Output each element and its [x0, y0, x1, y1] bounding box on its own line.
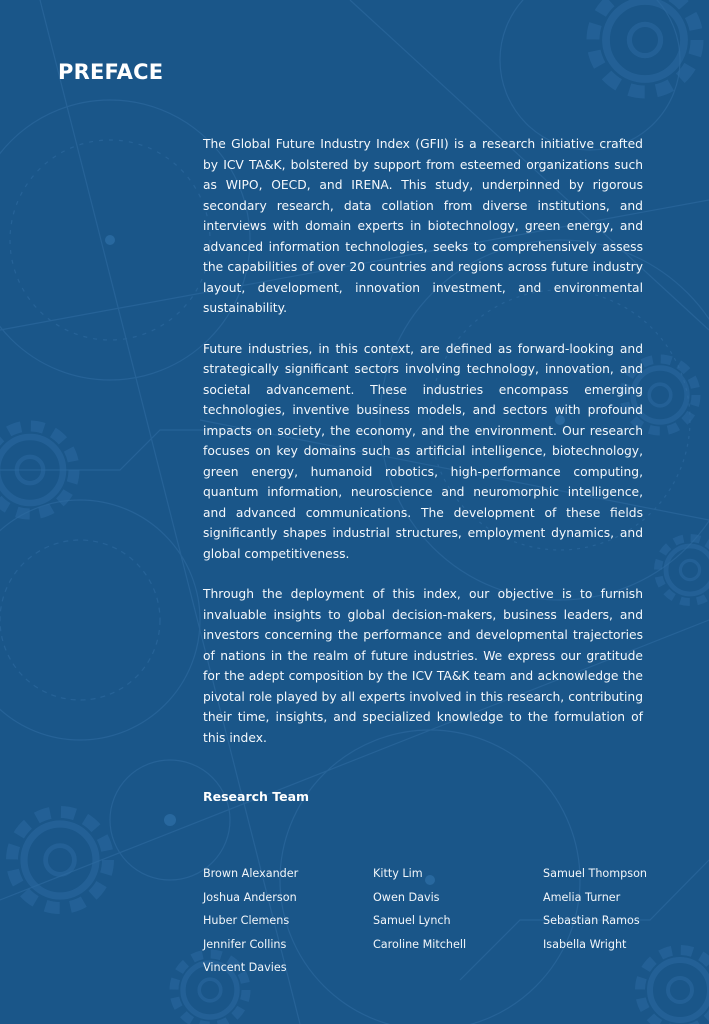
team-member-name: Caroline Mitchell — [373, 937, 467, 951]
team-member-name: Samuel Lynch — [373, 914, 451, 928]
team-member-name: Sebastian Ramos — [543, 914, 640, 928]
team-member-name: Owen Davis — [373, 890, 440, 904]
team-member-name: Jennifer Collins — [203, 937, 287, 951]
team-member-name: Kitty Lim — [373, 867, 423, 880]
team-member-name: Samuel Thompson — [543, 867, 648, 880]
team-member-name: Joshua Anderson — [203, 890, 297, 904]
team-member-name: Amelia Turner — [543, 890, 621, 904]
research-team-column — [373, 862, 466, 956]
team-member-name: Huber Clemens — [203, 914, 290, 928]
team-member-name: Vincent Davies — [203, 961, 287, 975]
preface-paragraph: The Global Future Industry Index (GFII) is a research initiative crafted by ICV TA&K, bolstered by support from esteemed organizations such as WIPO, OECD, and IRENA. This study, underpinned by rigorous secondary research, data collation from diverse institutions, and interviews with domain experts in biotechnology, green energy, and advanced information technologies, seeks to comprehensively assess the capabilities of over 20 countries and regions across future industry layout, development, innovation investment, and environmental sustainability. — [203, 137, 643, 315]
team-member-name: Isabella Wright — [543, 937, 627, 951]
research-team-heading: Research Team — [203, 789, 310, 804]
preface-paragraph: Future industries, in this context, are defined as forward-looking and strategically significant sectors involving technology, innovation, and societal advancement. These industries encompass emerging technologies, inventive business models, and sectors with profound impacts on society, the economy, and the environment. Our research focuses on key domains such as artificial intelligence, biotechnology, green energy, humanoid robotics, high-performance computing, quantum information, neuroscience and neuromorphic intelligence, and advanced communications. The development of these fields significantly shapes industrial structures, employment dynamics, and global competitiveness. — [203, 341, 643, 561]
research-team-column — [543, 862, 647, 956]
preface-paragraph: Through the deployment of this index, our objective is to furnish invaluable insights to global decision-makers, business leaders, and investors concerning the performance and developmental trajectories of nations in the realm of future industries. We express our gratitude for the adept composition by the ICV TA&K team and acknowledge the pivotal role played by all experts involved in this research, contributing their time, insights, and specialized knowledge to the formulation of this index. — [203, 587, 643, 745]
page-title: PREFACE — [58, 60, 164, 84]
preface-body — [203, 134, 643, 768]
research-team-column — [203, 862, 298, 980]
team-member-name: Brown Alexander — [203, 867, 299, 880]
